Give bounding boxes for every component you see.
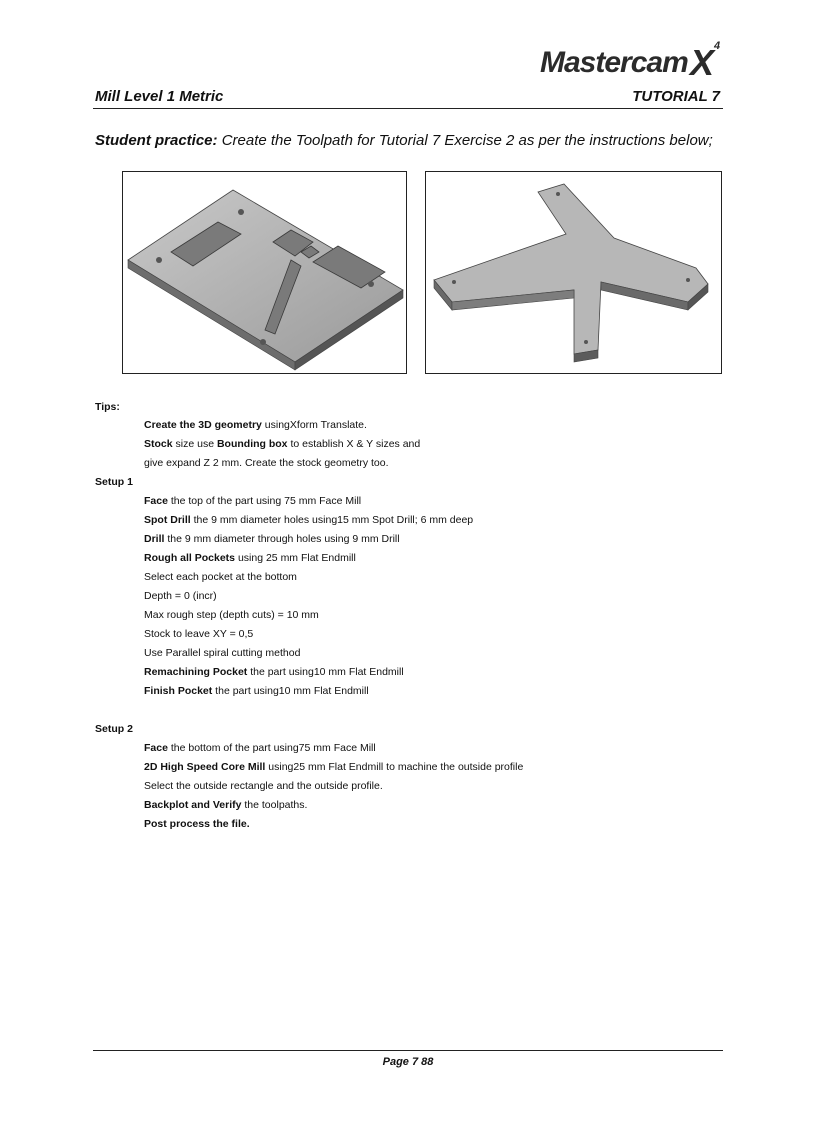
s1-bold: Face: [144, 495, 168, 507]
s11-text: the part using10 mm Flat Endmill: [212, 685, 369, 697]
tip-2-text: size use: [172, 438, 217, 450]
logo-wordmark: Mastercam: [540, 46, 688, 79]
tip-line-1: [144, 416, 367, 435]
y-profile-illustration: [426, 172, 721, 373]
setup2-heading: Setup 2: [95, 723, 133, 735]
s3-bold: Drill: [144, 533, 165, 545]
u1-bold: Face: [144, 742, 168, 754]
header-course-title: Mill Level 1 Metric: [95, 88, 224, 105]
u2-bold: 2D High Speed Core Mill: [144, 761, 266, 773]
tip-line-2: [144, 435, 420, 454]
tip-line-3: give expand Z 2 mm. Create the stock geometry too.: [144, 457, 389, 469]
figure-y-profile-part: [425, 171, 722, 374]
setup1-line-10: [144, 663, 404, 682]
s10-text: the part using10 mm Flat Endmill: [247, 666, 404, 678]
u5-bold: Post process the file.: [144, 818, 250, 830]
tips-heading: Tips:: [95, 401, 120, 413]
s4-bold: Rough all Pockets: [144, 552, 236, 564]
mastercam-logo: [540, 40, 730, 84]
u4-text: the toolpaths.: [241, 799, 308, 811]
s2-bold: Spot Drill: [144, 514, 191, 526]
tip-1-text: usingXform Translate.: [261, 419, 367, 431]
setup1-line-9: Use Parallel spiral cutting method: [144, 647, 301, 659]
pocketed-block-illustration: [123, 172, 406, 373]
setup1-line-7: Max rough step (depth cuts) = 10 mm: [144, 609, 319, 621]
u4-bold: Backplot and Verify: [144, 799, 242, 811]
setup2-line-3: Select the outside rectangle and the outside profile.: [144, 780, 383, 792]
setup2-line-5: [144, 815, 250, 834]
intro-sentence: [95, 132, 713, 149]
header-tutorial-number: TUTORIAL 7: [632, 88, 720, 105]
setup2-line-1: [144, 739, 376, 758]
intro-label: Student practice:: [95, 132, 218, 149]
page-number: Page 7 88: [382, 1056, 434, 1068]
setup1-line-1: [144, 492, 361, 511]
logo-x-mark: X: [690, 42, 715, 83]
setup1-line-3: [144, 530, 400, 549]
s1-text: the top of the part using 75 mm Face Mill: [167, 495, 362, 507]
s4-text: using 25 mm Flat Endmill: [235, 552, 356, 564]
figure-pocketed-block: [122, 171, 407, 374]
header-divider: [93, 108, 723, 109]
tip-2-text-2: to establish X & Y sizes and: [287, 438, 421, 450]
setup1-line-8: Stock to leave XY = 0,5: [144, 628, 254, 640]
logo-version: 4: [714, 40, 721, 52]
setup1-line-5: Select each pocket at the bottom: [144, 571, 297, 583]
tip-2-bold-2: Bounding box: [216, 438, 288, 450]
s3-text: the 9 mm diameter through holes using 9 mm Drill: [164, 533, 400, 545]
setup2-line-4: [144, 796, 307, 815]
setup1-heading: Setup 1: [95, 476, 133, 488]
setup1-line-6: Depth = 0 (incr): [144, 590, 217, 602]
setup1-line-11: [144, 682, 369, 701]
setup2-line-2: [144, 758, 523, 777]
u2-text: using25 mm Flat Endmill to machine the outside profile: [265, 761, 524, 773]
setup1-line-4: [144, 549, 356, 568]
s2-text: the 9 mm diameter holes using15 mm Spot Drill; 6 mm deep: [190, 514, 474, 526]
u1-text: the bottom of the part using75 mm Face Mill: [167, 742, 376, 754]
tip-1-bold: Create the 3D geometry: [144, 419, 262, 431]
intro-text: Create the Toolpath for Tutorial 7 Exercise 2 as per the instructions below;: [217, 132, 713, 149]
s10-bold: Remachining Pocket: [144, 666, 248, 678]
setup1-line-2: [144, 511, 473, 530]
footer-divider: [93, 1050, 723, 1051]
tip-2-bold: Stock: [144, 438, 173, 450]
s11-bold: Finish Pocket: [144, 685, 213, 697]
